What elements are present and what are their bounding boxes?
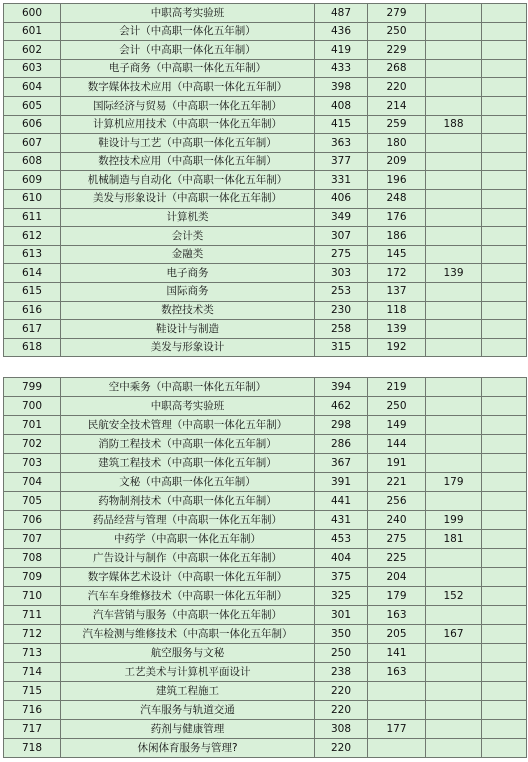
score-a-cell: 431 <box>315 511 368 530</box>
major-name-cell: 药剂与健康管理 <box>61 720 315 739</box>
major-name-cell: 中职高考实验班 <box>61 4 315 23</box>
major-name-cell: 鞋设计与制造 <box>61 320 315 339</box>
score-c-cell <box>426 96 482 115</box>
table-row <box>4 511 527 530</box>
score-c-cell: 167 <box>426 625 482 644</box>
score-c-cell <box>426 59 482 78</box>
score-b-cell: 250 <box>368 22 426 41</box>
major-name-cell: 计算机类 <box>61 208 315 227</box>
table-row <box>4 587 527 606</box>
score-a-cell: 404 <box>315 549 368 568</box>
major-name-cell: 中职高考实验班 <box>61 397 315 416</box>
score-b-cell: 225 <box>368 549 426 568</box>
score-a-cell: 453 <box>315 530 368 549</box>
major-name-cell: 建筑工程施工 <box>61 682 315 701</box>
score-c-cell <box>426 338 482 357</box>
code-cell: 613 <box>4 245 61 264</box>
table-row <box>4 59 527 78</box>
score-a-cell: 398 <box>315 78 368 97</box>
score-c-cell <box>426 739 482 758</box>
table-row <box>4 454 527 473</box>
code-cell: 704 <box>4 473 61 492</box>
score-c-cell <box>426 454 482 473</box>
score-a-cell: 308 <box>315 720 368 739</box>
code-cell: 706 <box>4 511 61 530</box>
major-name-cell: 鞋设计与工艺（中高职一体化五年制） <box>61 134 315 153</box>
empty-cell <box>482 416 527 435</box>
score-b-cell: 179 <box>368 587 426 606</box>
score-c-cell <box>426 701 482 720</box>
empty-cell <box>482 338 527 357</box>
table-row <box>4 720 527 739</box>
empty-cell <box>482 397 527 416</box>
major-name-cell: 电子商务 <box>61 264 315 283</box>
table-row <box>4 606 527 625</box>
score-c-cell <box>426 301 482 320</box>
table-row <box>4 208 527 227</box>
score-a-cell: 238 <box>315 663 368 682</box>
code-cell: 604 <box>4 78 61 97</box>
score-c-cell <box>426 720 482 739</box>
empty-cell <box>482 152 527 171</box>
table-row <box>4 301 527 320</box>
major-name-cell: 汽车车身维修技术（中高职一体化五年制） <box>61 587 315 606</box>
score-b-cell: 141 <box>368 644 426 663</box>
empty-cell <box>482 739 527 758</box>
major-name-cell: 数字媒体技术应用（中高职一体化五年制） <box>61 78 315 97</box>
code-cell: 612 <box>4 227 61 246</box>
score-c-cell <box>426 549 482 568</box>
score-a-cell: 301 <box>315 606 368 625</box>
major-name-cell: 空中乘务（中高职一体化五年制） <box>61 378 315 397</box>
score-b-cell <box>368 682 426 701</box>
code-cell: 600 <box>4 4 61 23</box>
major-name-cell: 数控技术类 <box>61 301 315 320</box>
table-row <box>4 644 527 663</box>
score-a-cell: 230 <box>315 301 368 320</box>
empty-cell <box>482 492 527 511</box>
table-row <box>4 625 527 644</box>
major-name-cell: 会计（中高职一体化五年制） <box>61 22 315 41</box>
code-cell: 799 <box>4 378 61 397</box>
table-row <box>4 115 527 134</box>
code-cell: 609 <box>4 171 61 190</box>
empty-cell <box>482 171 527 190</box>
empty-cell <box>482 682 527 701</box>
score-b-cell: 177 <box>368 720 426 739</box>
code-cell: 602 <box>4 41 61 60</box>
empty-cell <box>482 227 527 246</box>
score-a-cell: 349 <box>315 208 368 227</box>
score-a-cell: 487 <box>315 4 368 23</box>
major-name-cell: 计算机应用技术（中高职一体化五年制） <box>61 115 315 134</box>
table-row <box>4 663 527 682</box>
score-a-cell: 419 <box>315 41 368 60</box>
major-name-cell: 药物制剂技术（中高职一体化五年制） <box>61 492 315 511</box>
score-c-cell: 181 <box>426 530 482 549</box>
empty-cell <box>482 663 527 682</box>
empty-cell <box>482 22 527 41</box>
code-cell: 605 <box>4 96 61 115</box>
score-c-cell <box>426 568 482 587</box>
empty-cell <box>482 134 527 153</box>
major-name-cell: 金融类 <box>61 245 315 264</box>
score-a-cell: 436 <box>315 22 368 41</box>
score-c-cell <box>426 152 482 171</box>
score-c-cell <box>426 41 482 60</box>
table-row <box>4 338 527 357</box>
table-row <box>4 568 527 587</box>
score-a-cell: 275 <box>315 245 368 264</box>
score-c-cell <box>426 416 482 435</box>
major-name-cell: 文秘（中高职一体化五年制） <box>61 473 315 492</box>
empty-cell <box>482 644 527 663</box>
major-name-cell: 工艺美术与计算机平面设计 <box>61 663 315 682</box>
table-row <box>4 473 527 492</box>
code-cell: 607 <box>4 134 61 153</box>
empty-cell <box>482 454 527 473</box>
score-a-cell: 408 <box>315 96 368 115</box>
table-row <box>4 41 527 60</box>
table-row <box>4 4 527 23</box>
score-a-cell: 462 <box>315 397 368 416</box>
empty-cell <box>482 511 527 530</box>
table-row <box>4 264 527 283</box>
score-b-cell: 186 <box>368 227 426 246</box>
table-row <box>4 152 527 171</box>
table-row <box>4 189 527 208</box>
score-c-cell <box>426 492 482 511</box>
empty-cell <box>482 264 527 283</box>
score-c-cell <box>426 663 482 682</box>
major-name-cell: 电子商务（中高职一体化五年制） <box>61 59 315 78</box>
score-b-cell: 248 <box>368 189 426 208</box>
major-name-cell: 药品经营与管理（中高职一体化五年制） <box>61 511 315 530</box>
code-cell: 705 <box>4 492 61 511</box>
score-a-cell: 220 <box>315 739 368 758</box>
code-cell: 708 <box>4 549 61 568</box>
score-a-cell: 220 <box>315 701 368 720</box>
major-name-cell: 广告设计与制作（中高职一体化五年制） <box>61 549 315 568</box>
score-b-cell: 205 <box>368 625 426 644</box>
score-a-cell: 331 <box>315 171 368 190</box>
code-cell: 714 <box>4 663 61 682</box>
score-b-cell: 172 <box>368 264 426 283</box>
score-b-cell: 219 <box>368 378 426 397</box>
major-name-cell: 休闲体育服务与管理? <box>61 739 315 758</box>
score-a-cell: 220 <box>315 682 368 701</box>
empty-cell <box>482 473 527 492</box>
score-b-cell: 250 <box>368 397 426 416</box>
table-body <box>4 378 527 758</box>
score-a-cell: 375 <box>315 568 368 587</box>
table-row <box>4 682 527 701</box>
score-b-cell: 220 <box>368 78 426 97</box>
major-name-cell: 美发与形象设计（中高职一体化五年制） <box>61 189 315 208</box>
score-c-cell <box>426 435 482 454</box>
code-cell: 603 <box>4 59 61 78</box>
score-b-cell: 229 <box>368 41 426 60</box>
empty-cell <box>482 549 527 568</box>
empty-cell <box>482 4 527 23</box>
score-b-cell: 279 <box>368 4 426 23</box>
code-cell: 717 <box>4 720 61 739</box>
empty-cell <box>482 245 527 264</box>
empty-cell <box>482 701 527 720</box>
score-b-cell: 204 <box>368 568 426 587</box>
major-name-cell: 汽车服务与轨道交通 <box>61 701 315 720</box>
code-cell: 712 <box>4 625 61 644</box>
score-c-cell: 152 <box>426 587 482 606</box>
table-separator <box>0 369 528 375</box>
code-cell: 608 <box>4 152 61 171</box>
table-row <box>4 134 527 153</box>
code-cell: 700 <box>4 397 61 416</box>
code-cell: 710 <box>4 587 61 606</box>
score-c-cell <box>426 22 482 41</box>
table-row <box>4 227 527 246</box>
empty-cell <box>482 78 527 97</box>
code-cell: 716 <box>4 701 61 720</box>
score-c-cell <box>426 606 482 625</box>
score-a-cell: 406 <box>315 189 368 208</box>
score-a-cell: 315 <box>315 338 368 357</box>
major-name-cell: 数控技术应用（中高职一体化五年制） <box>61 152 315 171</box>
score-c-cell <box>426 208 482 227</box>
score-c-cell: 179 <box>426 473 482 492</box>
code-cell: 615 <box>4 282 61 301</box>
code-cell: 618 <box>4 338 61 357</box>
score-c-cell <box>426 245 482 264</box>
score-table-700-series <box>3 377 527 758</box>
score-a-cell: 391 <box>315 473 368 492</box>
score-table-600-series <box>3 3 527 357</box>
score-b-cell: 163 <box>368 663 426 682</box>
score-b-cell: 221 <box>368 473 426 492</box>
score-b-cell: 196 <box>368 171 426 190</box>
table-row <box>4 78 527 97</box>
score-a-cell: 303 <box>315 264 368 283</box>
table-row <box>4 22 527 41</box>
score-a-cell: 307 <box>315 227 368 246</box>
score-a-cell: 415 <box>315 115 368 134</box>
major-name-cell: 航空服务与文秘 <box>61 644 315 663</box>
code-cell: 715 <box>4 682 61 701</box>
score-b-cell <box>368 701 426 720</box>
score-b-cell: 180 <box>368 134 426 153</box>
score-a-cell: 433 <box>315 59 368 78</box>
score-a-cell: 253 <box>315 282 368 301</box>
major-name-cell: 消防工程技术（中高职一体化五年制） <box>61 435 315 454</box>
score-a-cell: 298 <box>315 416 368 435</box>
major-name-cell: 民航安全技术管理（中高职一体化五年制） <box>61 416 315 435</box>
score-c-cell: 139 <box>426 264 482 283</box>
empty-cell <box>482 115 527 134</box>
score-a-cell: 441 <box>315 492 368 511</box>
score-b-cell: 139 <box>368 320 426 339</box>
major-name-cell: 国际经济与贸易（中高职一体化五年制） <box>61 96 315 115</box>
code-cell: 601 <box>4 22 61 41</box>
table-row <box>4 530 527 549</box>
score-b-cell: 256 <box>368 492 426 511</box>
score-a-cell: 286 <box>315 435 368 454</box>
code-cell: 707 <box>4 530 61 549</box>
empty-cell <box>482 625 527 644</box>
score-b-cell: 259 <box>368 115 426 134</box>
empty-cell <box>482 606 527 625</box>
major-name-cell: 会计类 <box>61 227 315 246</box>
score-b-cell: 240 <box>368 511 426 530</box>
score-c-cell <box>426 189 482 208</box>
score-b-cell: 191 <box>368 454 426 473</box>
score-c-cell: 199 <box>426 511 482 530</box>
table-row <box>4 701 527 720</box>
empty-cell <box>482 59 527 78</box>
table-row <box>4 416 527 435</box>
table-row <box>4 435 527 454</box>
table-row <box>4 171 527 190</box>
score-c-cell: 188 <box>426 115 482 134</box>
empty-cell <box>482 378 527 397</box>
score-a-cell: 258 <box>315 320 368 339</box>
table-row <box>4 96 527 115</box>
score-a-cell: 363 <box>315 134 368 153</box>
score-b-cell: 149 <box>368 416 426 435</box>
score-b-cell: 137 <box>368 282 426 301</box>
empty-cell <box>482 530 527 549</box>
major-name-cell: 汽车营销与服务（中高职一体化五年制） <box>61 606 315 625</box>
code-cell: 713 <box>4 644 61 663</box>
table-row <box>4 245 527 264</box>
code-cell: 611 <box>4 208 61 227</box>
empty-cell <box>482 41 527 60</box>
score-a-cell: 367 <box>315 454 368 473</box>
score-b-cell: 163 <box>368 606 426 625</box>
score-c-cell <box>426 227 482 246</box>
score-b-cell: 118 <box>368 301 426 320</box>
empty-cell <box>482 208 527 227</box>
score-a-cell: 377 <box>315 152 368 171</box>
score-a-cell: 394 <box>315 378 368 397</box>
score-c-cell <box>426 644 482 663</box>
table-row <box>4 739 527 758</box>
score-c-cell <box>426 378 482 397</box>
score-c-cell <box>426 78 482 97</box>
code-cell: 610 <box>4 189 61 208</box>
major-name-cell: 汽车检测与维修技术（中高职一体化五年制） <box>61 625 315 644</box>
score-b-cell: 176 <box>368 208 426 227</box>
empty-cell <box>482 587 527 606</box>
table-row <box>4 549 527 568</box>
major-name-cell: 建筑工程技术（中高职一体化五年制） <box>61 454 315 473</box>
table-row <box>4 282 527 301</box>
major-name-cell: 中药学（中高职一体化五年制） <box>61 530 315 549</box>
major-name-cell: 会计（中高职一体化五年制） <box>61 41 315 60</box>
score-b-cell: 275 <box>368 530 426 549</box>
score-b-cell: 144 <box>368 435 426 454</box>
code-cell: 709 <box>4 568 61 587</box>
table-body <box>4 4 527 357</box>
code-cell: 617 <box>4 320 61 339</box>
score-c-cell <box>426 282 482 301</box>
table-row <box>4 492 527 511</box>
empty-cell <box>482 568 527 587</box>
score-a-cell: 250 <box>315 644 368 663</box>
empty-cell <box>482 435 527 454</box>
score-a-cell: 325 <box>315 587 368 606</box>
code-cell: 614 <box>4 264 61 283</box>
empty-cell <box>482 320 527 339</box>
empty-cell <box>482 301 527 320</box>
score-b-cell: 145 <box>368 245 426 264</box>
empty-cell <box>482 96 527 115</box>
score-c-cell <box>426 682 482 701</box>
score-b-cell <box>368 739 426 758</box>
code-cell: 606 <box>4 115 61 134</box>
code-cell: 616 <box>4 301 61 320</box>
table-row <box>4 378 527 397</box>
code-cell: 718 <box>4 739 61 758</box>
code-cell: 711 <box>4 606 61 625</box>
score-b-cell: 192 <box>368 338 426 357</box>
major-name-cell: 数字媒体艺术设计（中高职一体化五年制） <box>61 568 315 587</box>
code-cell: 703 <box>4 454 61 473</box>
score-c-cell <box>426 134 482 153</box>
score-c-cell <box>426 320 482 339</box>
empty-cell <box>482 189 527 208</box>
score-b-cell: 214 <box>368 96 426 115</box>
score-b-cell: 268 <box>368 59 426 78</box>
table-row <box>4 320 527 339</box>
empty-cell <box>482 720 527 739</box>
score-a-cell: 350 <box>315 625 368 644</box>
major-name-cell: 机械制造与自动化（中高职一体化五年制） <box>61 171 315 190</box>
score-c-cell <box>426 171 482 190</box>
code-cell: 701 <box>4 416 61 435</box>
score-c-cell <box>426 4 482 23</box>
major-name-cell: 美发与形象设计 <box>61 338 315 357</box>
score-b-cell: 209 <box>368 152 426 171</box>
code-cell: 702 <box>4 435 61 454</box>
major-name-cell: 国际商务 <box>61 282 315 301</box>
score-c-cell <box>426 397 482 416</box>
empty-cell <box>482 282 527 301</box>
table-row <box>4 397 527 416</box>
